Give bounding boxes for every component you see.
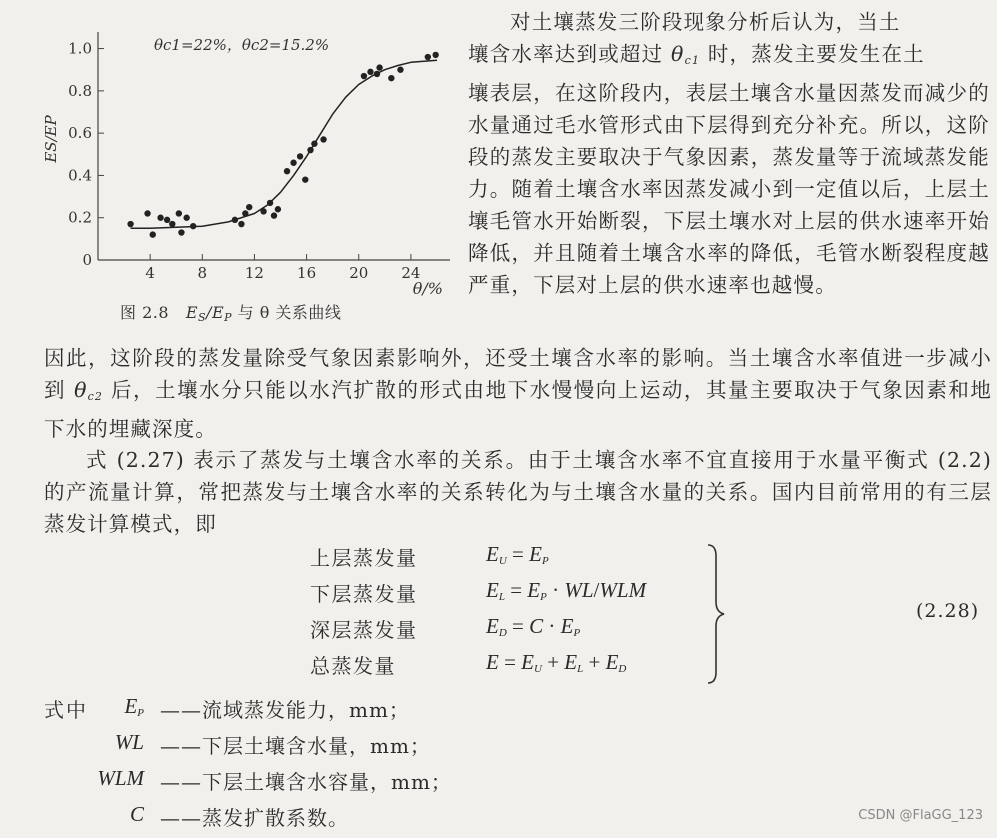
paragraph-three-layer-model: 式 (2.27) 表示了蒸发与土壤含水率的关系。由于土壤含水率不宜直接用于水量平衡式 (2.2) 的产流量计算，常把蒸发与土壤含水率的关系转化为与土壤含水量的关系。国内目前常用的有三层蒸发计算模式，即 [44,448,992,536]
x-tick-label: 4 [145,264,155,282]
paragraph-evaporation-stages [468,6,990,301]
y-tick-label: 0.2 [68,208,92,227]
data-point [376,64,382,70]
x-tick-label: 16 [297,264,317,282]
x-tick-label: 20 [349,264,369,282]
equation-2-28: 上层蒸发量 $E_U = E_P$ 下层蒸发量 $E_L = E_P \cdot WL/WLM$ 深层蒸发量 $E_D = C \cdot E_P$ 总蒸发量 $E = E_U + E_L + E_D$ (2.28) [300,542,997,692]
figure-caption: 图 2.8 $E_S/E_P$ 与 θ 关系曲线 [120,303,342,324]
textbook-page: 0 0.2 0.4 0.6 0.8 1.0 4 8 12 16 20 24 ES/EP θ/% θc1=22%，θc2=15.2% 图 2.8 $E_S/E_P$ 与 θ 关系曲线 对土壤蒸发三阶段现象分析后认为，当土 壤含水率达到或超过 $\theta_{c1}$ 时，蒸发主要发生在土 壤表层，在这阶段内，表层土壤含水量因蒸发而减少的水量通过毛水管形式由下层得到充分补充。所以，这阶段的蒸发主要取决于气象因素，蒸发量等于流域蒸发能力。随着土壤含水率因蒸发减小到一定值以后，上层土壤毛管水开始断裂，下层土壤水对上层的供水速率开始降低，并且随着土壤含水率的降低，毛管水断裂程度越严重，下层对上层的供水速率也越慢。 因此，这阶段的蒸发量除受气象因素影响外，还受土壤含水率的影响。当土壤含水率值进一步减小到 $\theta_{c2}$ 后，土壤水分只能以水汽扩散的形式由地下水慢慢向上运动，其量主要取决于气象因素和地下水的埋藏深度。 式 (2.27) 表示了蒸发与土壤含水率的关系。由于土壤含水率不宜直接用于水量平衡式 (2.2) 的产流量计算，常把蒸发与土壤含水率的关系转化为与土壤含水量的关系。国内目前常用的有三层蒸发计算模式，即 上层蒸发量 $E_U = E_P$ 下层蒸发量 $E_L = E_P \cdot WL/WLM$ 深层蒸发量 $E_D = C \cdot E_P$ 总蒸发量 $E = E_U + E_L + E_D$ (2.28) 式中 $E_P$ ——流域蒸发能力，mm； WL ——下层土壤含水量，mm； WLM ——下层土壤含水容量，mm； C ——蒸发扩散系数。 CSDN @FlaGG_123 [0,0,997,833]
data-point [307,147,313,153]
data-point [271,212,277,218]
data-point [284,168,290,174]
data-point [320,136,326,142]
para-line-2: 壤含水率达到或超过 $\theta_{c1}$ 时，蒸发主要发生在土 [468,42,925,67]
data-point [361,73,367,79]
para-line-1: 对土壤蒸发三阶段现象分析后认为，当土 [510,10,901,34]
data-point [157,215,163,221]
data-point [238,221,244,227]
data-point [246,204,252,210]
data-point [176,210,182,216]
fitted-curve [131,60,437,228]
formula-ed: $E_D = C \cdot E_P$ [486,614,581,639]
data-point [150,231,156,237]
formula-el: $E_L = E_P \cdot WL/WLM$ [486,578,647,603]
x-axis-label: θ/% [412,279,443,298]
data-point [190,223,196,229]
data-point [127,221,133,227]
data-point [275,206,281,212]
data-point [302,176,308,182]
formula-eu: $E_U = E_P$ [486,542,549,567]
symbol-ep: $E_P$ [124,694,144,719]
paragraph-continuation: 因此，这阶段的蒸发量除受气象因素影响外，还受土壤含水率的影响。当土壤含水率值进一步减小到 $\theta_{c2}$ 后，土壤水分只能以水汽扩散的形式由地下水慢慢向上运动，其量主要取决于气象因素和地下水的埋藏深度。 [44,346,992,441]
y-tick-label: 0.8 [68,81,92,100]
data-point [232,217,238,223]
data-point [425,54,431,60]
data-point [144,210,150,216]
right-brace-icon [704,542,728,686]
chart-es-ep-vs-theta [40,28,460,298]
data-point [388,75,394,81]
y-tick-label: 0.6 [68,124,92,143]
para-rest: 壤表层，在这阶段内，表层土壤含水量因蒸发而减少的水量通过毛水管形式由下层得到充分补充。所以，这阶段的蒸发主要取决于气象因素，蒸发量等于流域蒸发能力。随着土壤含水率因蒸发减小到一定值以后，上层土壤毛管水开始断裂，下层土壤水对上层的供水速率开始降低，并且随着土壤含水率的降低，毛管水断裂程度越严重，下层对上层的供水速率也越慢。 [468,81,990,297]
y-tick-label: 1.0 [68,39,92,58]
data-point [242,210,248,216]
definition-wl: WL ——下层土壤含水量，mm； [114,730,431,758]
figure-2-8 [40,28,460,328]
data-point [374,71,380,77]
definition-wlm: WLM ——下层土壤含水容量，mm； [97,766,452,794]
definition-c: C ——蒸发扩散系数。 [129,802,349,830]
y-tick-label: 0.4 [68,166,92,185]
data-point [178,229,184,235]
data-point [432,52,438,58]
x-tick-label: 8 [197,264,208,282]
x-tick-label: 12 [244,264,264,282]
data-point [367,69,373,75]
data-point [290,160,296,166]
equation-number: (2.28) [916,600,980,622]
chart-annotation: θc1=22%，θc2=15.2% [154,36,330,54]
data-point [267,200,273,206]
data-point [169,221,175,227]
data-point [297,153,303,159]
data-point [260,208,266,214]
data-point [311,141,317,147]
formula-e: $E = E_U + E_L + E_D$ [486,650,627,675]
data-point [183,215,189,221]
definition-ep: $E_P$ ——流域蒸发能力，mm； [44,694,644,730]
csdn-watermark: CSDN @FlaGG_123 [858,808,983,823]
y-axis-label: ES/EP [42,115,60,163]
data-point [397,67,403,73]
y-tick-label: 0 [82,251,92,269]
x-tick-label: 24 [401,264,421,282]
data-point [164,217,170,223]
